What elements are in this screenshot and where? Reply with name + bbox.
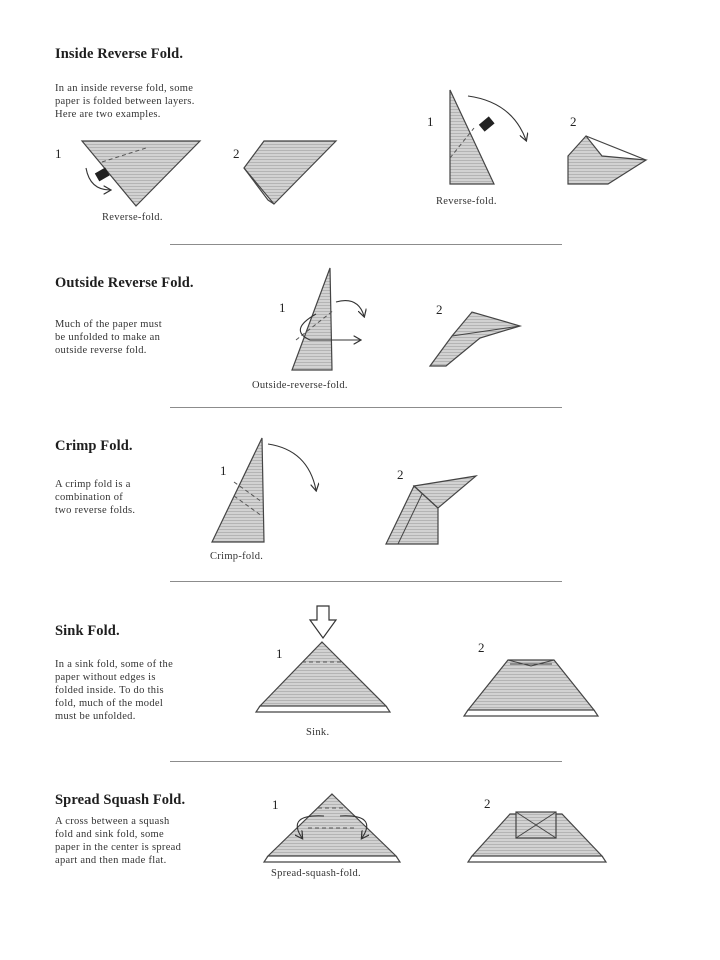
step-number: 2 — [484, 796, 491, 811]
outside-reverse-fold-step-1-diagram — [280, 266, 380, 376]
section-divider — [170, 581, 562, 582]
push-arrow-icon — [308, 604, 338, 640]
section-description-sink-fold: In a sink fold, some of the paper without edges is folded inside. To do this fold, much of the model must be unfolded. — [55, 659, 174, 722]
step-number: 1 — [220, 463, 227, 478]
step-number: 1 — [272, 797, 279, 812]
step-number: 1 — [279, 300, 286, 315]
inside-reverse-fold-step-1-diagram — [76, 138, 206, 208]
crimp-fold-step-2-diagram — [384, 472, 480, 546]
section-divider — [170, 244, 562, 245]
section-description-spread-squash-fold: A cross between a squash fold and sink fold, some paper in the center is spread apart and then made flat. — [55, 816, 182, 866]
section-divider — [170, 407, 562, 408]
step-number: 2 — [233, 146, 240, 161]
spread-squash-fold-step-2-diagram — [466, 808, 608, 864]
step-caption: Reverse-fold. — [436, 196, 497, 207]
section-title-sink-fold: Sink Fold. — [55, 623, 120, 639]
step-number: 2 — [478, 640, 485, 655]
step-number: 2 — [570, 114, 577, 129]
section-title-spread-squash-fold: Spread Squash Fold. — [55, 792, 186, 808]
step-caption: Crimp-fold. — [210, 551, 264, 562]
spread-squash-fold-step-1-diagram — [262, 792, 402, 864]
step-caption: Spread-squash-fold. — [271, 868, 361, 879]
section-title-outside-reverse-fold: Outside Reverse Fold. — [55, 275, 194, 291]
inside-reverse-fold-example-2-step-2-diagram — [566, 132, 648, 186]
section-description-inside-reverse-fold: In an inside reverse fold, some paper is folded between layers. Here are two examples. — [55, 83, 195, 120]
sink-fold-step-1-diagram — [256, 640, 392, 716]
section-title-inside-reverse-fold: Inside Reverse Fold. — [55, 46, 184, 62]
step-number: 1 — [276, 646, 283, 661]
sink-fold-step-2-diagram — [462, 656, 600, 718]
step-number: 1 — [427, 114, 434, 129]
inside-reverse-fold-example-2-step-1-diagram — [446, 88, 536, 188]
crimp-fold-step-1-diagram — [208, 436, 328, 546]
section-description-outside-reverse-fold: Much of the paper must be unfolded to make an outside reverse fold. — [55, 319, 162, 356]
outside-reverse-fold-step-2-diagram — [428, 310, 524, 368]
inside-reverse-fold-step-2-diagram — [240, 138, 340, 208]
section-title-crimp-fold: Crimp Fold. — [55, 438, 133, 454]
step-caption: Reverse-fold. — [102, 212, 163, 223]
step-number: 2 — [397, 467, 404, 482]
step-caption: Sink. — [306, 727, 330, 738]
section-description-crimp-fold: A crimp fold is a combination of two reverse folds. — [55, 479, 136, 516]
section-divider — [170, 761, 562, 762]
step-number: 1 — [55, 146, 62, 161]
step-caption: Outside-reverse-fold. — [252, 380, 348, 391]
step-number: 2 — [436, 302, 443, 317]
